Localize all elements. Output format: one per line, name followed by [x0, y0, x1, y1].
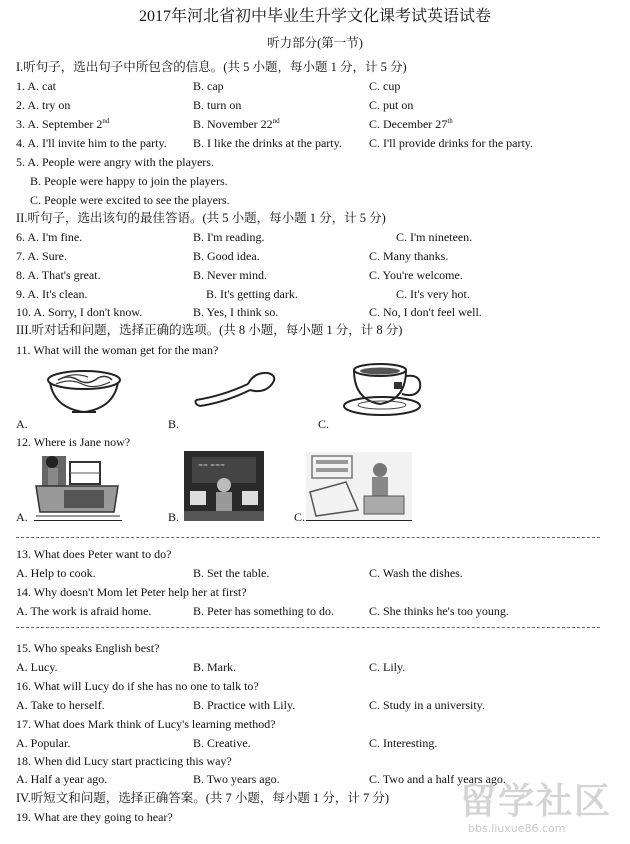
section-2-heading: II.听句子，选出该句的最佳答语。(共 5 小题，每小题 1 分，计 5 分): [16, 211, 386, 225]
q18-question: 18. When did Lucy start practicing this way?: [16, 754, 232, 768]
q13-question: 13. What does Peter want to do?: [16, 547, 172, 561]
q18-option-b: B. Two years ago.: [193, 772, 280, 786]
page-title: 2017年河北省初中毕业生升学文化课考试英语试卷: [138, 8, 491, 25]
q8-option-a: 8. A. That's great.: [16, 268, 101, 282]
teacup-icon: [342, 360, 428, 420]
q13-option-c: C. Wash the dishes.: [369, 566, 463, 580]
divider-1: [16, 537, 600, 538]
q7-option-a: 7. A. Sure.: [16, 249, 67, 263]
q5-option-b: B. People were happy to join the players.: [30, 174, 228, 188]
q1-option-a: 1. A. cat: [16, 79, 56, 93]
q9-option-a: 9. A. It's clean.: [16, 287, 88, 301]
q9-option-b: B. It's getting dark.: [206, 287, 298, 301]
q12-a-underline: [34, 520, 122, 521]
svg-text:≈≈ ≈≈≈: ≈≈ ≈≈≈: [198, 462, 226, 469]
q3-c-sup: th: [447, 117, 453, 125]
q16-question: 16. What will Lucy do if she has no one to talk to?: [16, 679, 259, 693]
q16-option-c: C. Study in a university.: [369, 698, 485, 712]
q10-option-c: C. No, I don't feel well.: [369, 305, 482, 319]
site-watermark: [460, 780, 630, 840]
q19-question: 19. What are they going to hear?: [16, 810, 173, 824]
page-subtitle: 听力部分(第一节): [267, 36, 363, 50]
q3-b-sup: nd: [272, 117, 280, 125]
q15-option-c: C. Lily.: [369, 660, 406, 674]
section-1-heading: I.听句子，选出句子中所包含的信息。(共 5 小题，每小题 1 分，计 5 分): [16, 60, 407, 74]
q17-option-c: C. Interesting.: [369, 736, 438, 750]
q4-option-b: B. I like the drinks at the party.: [193, 136, 342, 150]
q16-option-a: A. Take to herself.: [16, 698, 105, 712]
q1-option-b: B. cap: [193, 79, 224, 93]
q3-b-text: B. November 22: [193, 117, 273, 131]
q17-question: 17. What does Mark think of Lucy's learning method?: [16, 717, 276, 731]
q15-question: 15. Who speaks English best?: [16, 641, 160, 655]
q14-option-c: C. She thinks he's too young.: [369, 604, 509, 618]
q12-question: 12. Where is Jane now?: [16, 435, 131, 449]
kitchen-counter-picture-icon: [34, 452, 122, 518]
q11-label-b: B.: [168, 417, 180, 431]
q12-label-c: C.: [294, 510, 306, 524]
q14-option-a: A. The work is afraid home.: [16, 604, 152, 618]
noodle-bowl-icon: [44, 368, 124, 418]
q14-option-b: B. Peter has something to do.: [193, 604, 334, 618]
q6-option-c: C. I'm nineteen.: [396, 230, 473, 244]
shop-counter-picture-icon: [306, 452, 412, 520]
q12-c-underline: [306, 520, 412, 521]
q4-option-a: 4. A. I'll invite him to the party.: [16, 136, 167, 150]
q6-option-a: 6. A. I'm fine.: [16, 230, 83, 244]
q3-option-a: [16, 116, 109, 132]
q2-option-b: B. turn on: [193, 98, 242, 112]
q3-a-sup: nd: [102, 117, 110, 125]
q2-option-c: C. put on: [369, 98, 414, 112]
section-4-heading: IV.听短文和问题，选择正确答案。(共 7 小题，每小题 1 分，计 7 分): [16, 791, 390, 805]
q11-label-a: A.: [16, 417, 28, 431]
watermark-logo-text: 留学社区: [460, 781, 613, 822]
q11-question: 11. What will the woman get for the man?: [16, 343, 219, 357]
q8-option-b: B. Never mind.: [193, 268, 267, 282]
q3-option-c: [369, 116, 453, 132]
q2-option-a: 2. A. try on: [16, 98, 71, 112]
watermark-url: bbs.liuxue86.com: [468, 822, 566, 835]
q18-option-a: A. Half a year ago.: [16, 772, 108, 786]
q7-option-c: C. Many thanks.: [369, 249, 449, 263]
q17-option-b: B. Creative.: [193, 736, 251, 750]
section-3-heading: III.听对话和问题，选择正确的选项。(共 8 小题，每小题 1 分，计 8 分): [16, 323, 403, 337]
q7-option-b: B. Good idea.: [193, 249, 260, 263]
q13-option-b: B. Set the table.: [193, 566, 270, 580]
q1-option-c: C. cup: [369, 79, 401, 93]
q11-label-c: C.: [318, 417, 330, 431]
q10-option-b: B. Yes, I think so.: [193, 305, 279, 319]
classroom-blackboard-picture-icon: [184, 451, 264, 521]
q3-a-text: 3. A. September 2: [16, 117, 103, 131]
q18-option-c: C. Two and a half years ago.: [369, 772, 506, 786]
q3-option-b: [193, 116, 280, 132]
q17-option-a: A. Popular.: [16, 736, 71, 750]
q12-label-b: B.: [168, 510, 180, 524]
q4-option-c: C. I'll provide drinks for the party.: [369, 136, 534, 150]
q3-c-text: C. December 27: [369, 117, 448, 131]
q9-option-c: C. It's very hot.: [396, 287, 470, 301]
spoon-icon: [192, 370, 278, 410]
q6-option-b: B. I'm reading.: [193, 230, 265, 244]
q13-option-a: A. Help to cook.: [16, 566, 96, 580]
q5-option-c: C. People were excited to see the players.: [30, 193, 230, 207]
divider-2: [16, 627, 600, 628]
q5-option-a: 5. A. People were angry with the players.: [16, 155, 214, 169]
q16-option-b: B. Practice with Lily.: [193, 698, 296, 712]
q15-option-a: A. Lucy.: [16, 660, 58, 674]
q12-label-a: A.: [16, 510, 28, 524]
q15-option-b: B. Mark.: [193, 660, 236, 674]
q8-option-c: C. You're welcome.: [369, 268, 463, 282]
q10-option-a: 10. A. Sorry, I don't know.: [16, 305, 143, 319]
q14-question: 14. Why doesn't Mom let Peter help her at first?: [16, 585, 247, 599]
